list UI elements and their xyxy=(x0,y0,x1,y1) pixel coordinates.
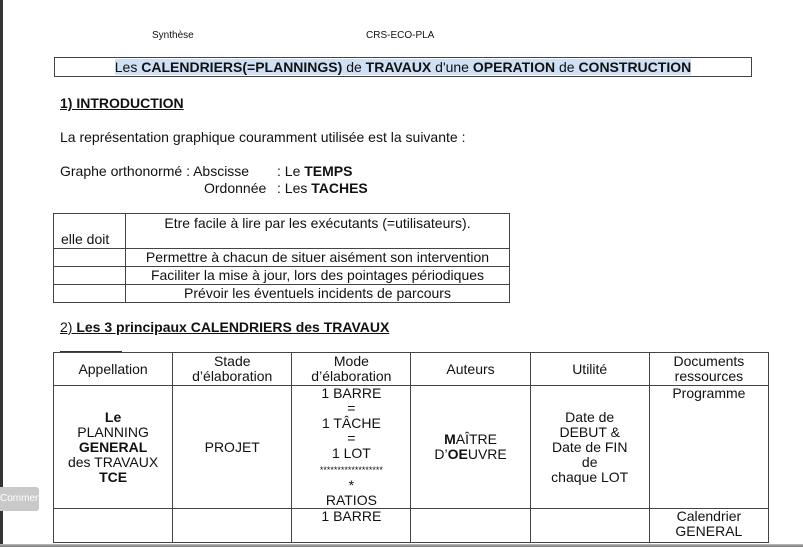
requirement-cell: Faciliter la mise à jour, lors des pointages périodiques xyxy=(126,267,510,285)
appellation-cell: Le PLANNING GENERAL des TRAVAUX TCE xyxy=(54,386,173,509)
header-center: CRS-ECO-PLA xyxy=(366,30,435,41)
section2-heading: 2) Les 3 principaux CALENDRIERS des TRAVAUX xyxy=(60,319,390,335)
auteurs-cell: MAÎTRE D’OEUVRE xyxy=(411,386,530,509)
col-header: Appellation xyxy=(54,353,173,386)
graph-abscisse: Graphe orthonormé : Abscisse xyxy=(60,163,250,179)
documents-cell: Calendrier GENERAL xyxy=(649,509,768,543)
label-cell: elle doit xyxy=(54,214,126,249)
ordonnee-label: Ordonnée xyxy=(204,180,267,196)
requirement-cell: Permettre à chacun de situer aisément son intervention xyxy=(126,249,510,267)
col-header: Stade d’élaboration xyxy=(173,353,292,386)
documents-cell: Programme xyxy=(649,386,768,509)
intro-heading: 1) INTRODUCTION xyxy=(60,95,184,111)
mode-cell: 1 BARRE = 1 TÂCHE = 1 LOT ****************** * RATIOS xyxy=(292,386,411,509)
header-left: Synthèse xyxy=(152,30,194,41)
comments-button[interactable]: Comments xyxy=(0,487,39,511)
stade-cell: PROJET xyxy=(173,386,292,509)
window-edge xyxy=(0,0,3,547)
document-title: Les CALENDRIERS(=PLANNINGS) de TRAVAUX d'une OPERATION de CONSTRUCTION xyxy=(54,57,752,77)
col-header: Utilité xyxy=(530,353,649,386)
abscisse-value: : Le TEMPS xyxy=(277,163,353,179)
col-header: Documents ressources xyxy=(649,353,768,386)
ordonnee-value: : Les TACHES xyxy=(277,180,368,196)
requirements-table xyxy=(53,213,510,303)
col-header: Mode d’élaboration xyxy=(292,353,411,386)
requirement-cell: Etre facile à lire par les exécutants (=utilisateurs). xyxy=(126,214,510,249)
utilite-cell: Date de DEBUT & Date de FIN de chaque LOT xyxy=(530,386,649,509)
intro-text: La représentation graphique couramment utilisée est la suivante : xyxy=(60,129,466,145)
calendars-table xyxy=(53,352,769,543)
mode-cell: 1 BARRE xyxy=(292,509,411,543)
requirement-cell: Prévoir les éventuels incidents de parcours xyxy=(126,285,510,303)
col-header: Auteurs xyxy=(411,353,530,386)
